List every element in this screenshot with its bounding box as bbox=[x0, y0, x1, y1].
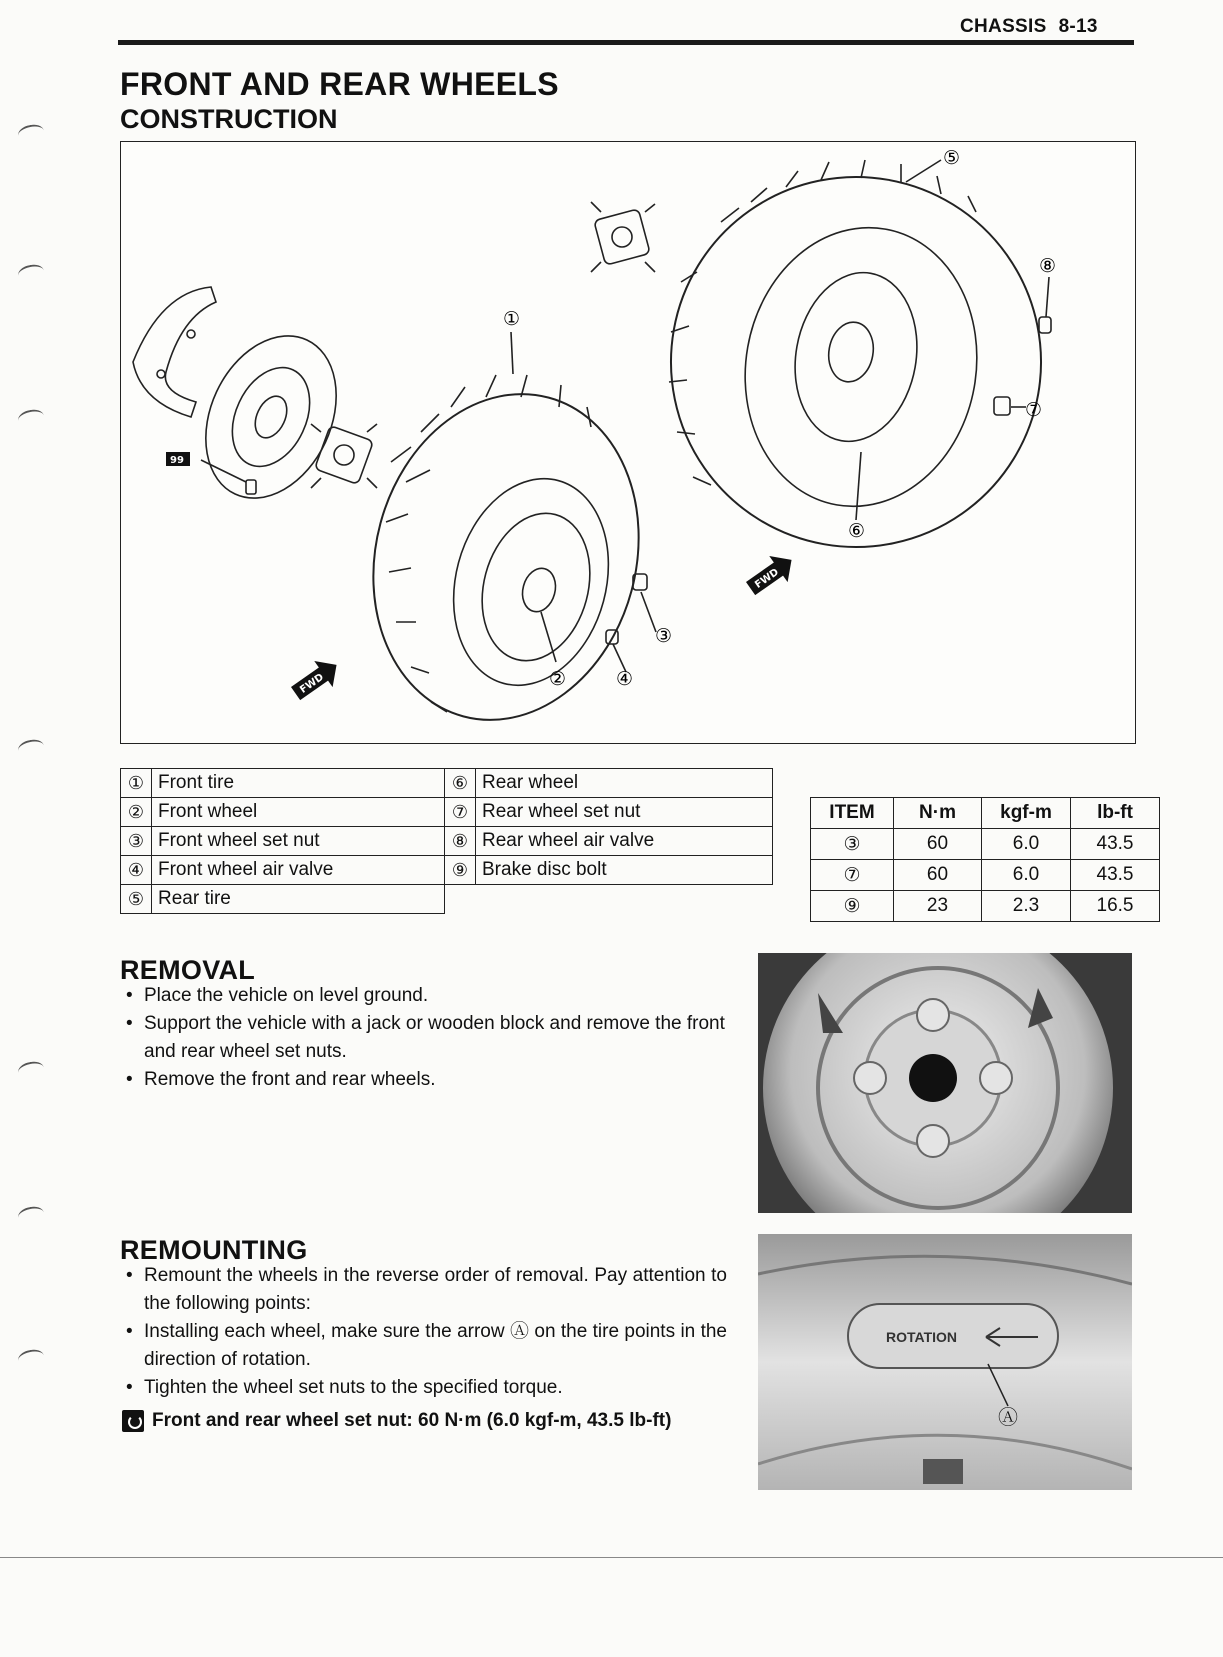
removal-steps bbox=[122, 982, 742, 1094]
list-item: • Support the vehicle with a jack or wooden block and remove the front and rear wheel set nuts. bbox=[122, 1010, 742, 1066]
binding-mark bbox=[17, 737, 46, 758]
fwd-label-rear: FWD bbox=[753, 566, 781, 591]
table-cell: 6.0 bbox=[982, 860, 1071, 891]
torque-spec bbox=[122, 1410, 671, 1432]
table-cell: 2.3 bbox=[982, 891, 1071, 922]
table-cell: 16.5 bbox=[1071, 891, 1160, 922]
column-header: N·m bbox=[894, 798, 982, 829]
page-title: FRONT AND REAR WHEELS bbox=[120, 66, 559, 102]
table-cell: 60 bbox=[894, 829, 982, 860]
wheel-nut bbox=[917, 999, 949, 1031]
part-label: Rear wheel set nut bbox=[476, 798, 773, 827]
part-label: Rear wheel bbox=[476, 769, 773, 798]
table-cell: 43.5 bbox=[1071, 829, 1160, 860]
brake-disc bbox=[181, 315, 362, 520]
torque-spec-text: Front and rear wheel set nut: 60 N·m (6.0 kgf-m, 43.5 lb-ft) bbox=[152, 1410, 672, 1431]
tire-rotation-photo bbox=[758, 1234, 1132, 1490]
table-cell: ⑦ bbox=[811, 860, 894, 891]
part-number: ⑦ bbox=[445, 798, 476, 827]
callout-8: ⑧ bbox=[1039, 255, 1057, 277]
rear-wheel-set-nut bbox=[994, 397, 1010, 415]
binding-mark bbox=[17, 1204, 46, 1225]
wheel-nut bbox=[854, 1062, 886, 1094]
torque-wrench-icon bbox=[122, 1410, 144, 1432]
binding-mark bbox=[17, 407, 46, 428]
list-item: • Remove the front and rear wheels. bbox=[122, 1066, 742, 1094]
header-page-number: 8-13 bbox=[1058, 16, 1098, 37]
column-header: lb-ft bbox=[1071, 798, 1160, 829]
torque-table bbox=[810, 797, 1160, 922]
brake-disc-cover bbox=[133, 287, 216, 417]
table-cell: 6.0 bbox=[982, 829, 1071, 860]
rotation-marker: Ⓐ bbox=[998, 1405, 1018, 1429]
exploded-view-illustration bbox=[121, 142, 1135, 743]
callout-7: ⑦ bbox=[1025, 399, 1043, 421]
remounting-heading: REMOUNTING bbox=[120, 1235, 308, 1265]
table-row bbox=[811, 891, 1160, 922]
part-label: Front tire bbox=[152, 769, 445, 798]
wheel-nut bbox=[917, 1125, 949, 1157]
part-number: ① bbox=[121, 769, 152, 798]
table-header-row bbox=[811, 798, 1160, 829]
list-item: • Remount the wheels in the reverse order of removal. Pay attention to the following points: bbox=[122, 1262, 727, 1318]
table-cell: 23 bbox=[894, 891, 982, 922]
table-row bbox=[121, 798, 773, 827]
table-cell: 60 bbox=[894, 860, 982, 891]
part-number: ② bbox=[121, 798, 152, 827]
part-label: Rear tire bbox=[152, 885, 445, 914]
brake-disc-bolt bbox=[246, 480, 256, 494]
part-label: Rear wheel air valve bbox=[476, 827, 773, 856]
running-header bbox=[960, 16, 1098, 38]
table-row bbox=[121, 769, 773, 798]
binding-mark bbox=[17, 1059, 46, 1080]
part-number: ⑨ bbox=[445, 856, 476, 885]
fwd-label-front: FWD bbox=[298, 671, 326, 696]
part-number: ⑤ bbox=[121, 885, 152, 914]
table-row bbox=[121, 885, 773, 914]
callout-3: ③ bbox=[655, 625, 673, 647]
part-number: ③ bbox=[121, 827, 152, 856]
header-section-name: CHASSIS bbox=[960, 16, 1047, 37]
rear-wheel-air-valve bbox=[1039, 317, 1051, 333]
thread-lock-tag-text: 99 bbox=[170, 455, 184, 466]
table-row bbox=[121, 856, 773, 885]
remounting-steps bbox=[122, 1262, 727, 1402]
part-number: ⑥ bbox=[445, 769, 476, 798]
binding-mark bbox=[17, 262, 46, 283]
list-item: • Tighten the wheel set nuts to the specified torque. bbox=[122, 1374, 727, 1402]
removal-heading: REMOVAL bbox=[120, 955, 256, 985]
fwd-arrow-front bbox=[286, 652, 345, 707]
table-row bbox=[811, 829, 1160, 860]
table-row bbox=[121, 827, 773, 856]
part-label: Brake disc bolt bbox=[476, 856, 773, 885]
part-number: ④ bbox=[121, 856, 152, 885]
list-item: • Place the vehicle on level ground. bbox=[122, 982, 742, 1010]
list-item: • Installing each wheel, make sure the arrow Ⓐ on the tire points in the direction of rotation. bbox=[122, 1318, 727, 1374]
callout-6: ⑥ bbox=[848, 520, 866, 542]
binding-mark bbox=[17, 1347, 46, 1368]
header-rule bbox=[118, 40, 1134, 45]
callout-4: ④ bbox=[616, 668, 634, 690]
column-header: ITEM bbox=[811, 798, 894, 829]
wheel-assembly-diagram bbox=[120, 141, 1136, 744]
callout-2: ② bbox=[549, 668, 567, 690]
hub-center bbox=[909, 1054, 957, 1102]
table-cell: ③ bbox=[811, 829, 894, 860]
fwd-arrow-rear bbox=[741, 547, 800, 602]
callout-1: ① bbox=[503, 308, 521, 330]
wheel-nuts-photo bbox=[758, 953, 1132, 1213]
wheel-nut bbox=[980, 1062, 1012, 1094]
page-bottom-line bbox=[0, 1557, 1223, 1558]
parts-legend-table bbox=[120, 768, 773, 914]
rotation-label: ROTATION bbox=[886, 1329, 958, 1345]
part-label: Front wheel set nut bbox=[152, 827, 445, 856]
part-label: Front wheel bbox=[152, 798, 445, 827]
section-subtitle: CONSTRUCTION bbox=[120, 104, 338, 134]
table-cell: 43.5 bbox=[1071, 860, 1160, 891]
binding-mark bbox=[17, 122, 46, 143]
table-row bbox=[811, 860, 1160, 891]
column-header: kgf-m bbox=[982, 798, 1071, 829]
front-hub bbox=[311, 424, 377, 488]
part-number: ⑧ bbox=[445, 827, 476, 856]
table-cell: ⑨ bbox=[811, 891, 894, 922]
rear-hub bbox=[591, 202, 655, 272]
part-label: Front wheel air valve bbox=[152, 856, 445, 885]
callout-5: ⑤ bbox=[943, 147, 961, 169]
